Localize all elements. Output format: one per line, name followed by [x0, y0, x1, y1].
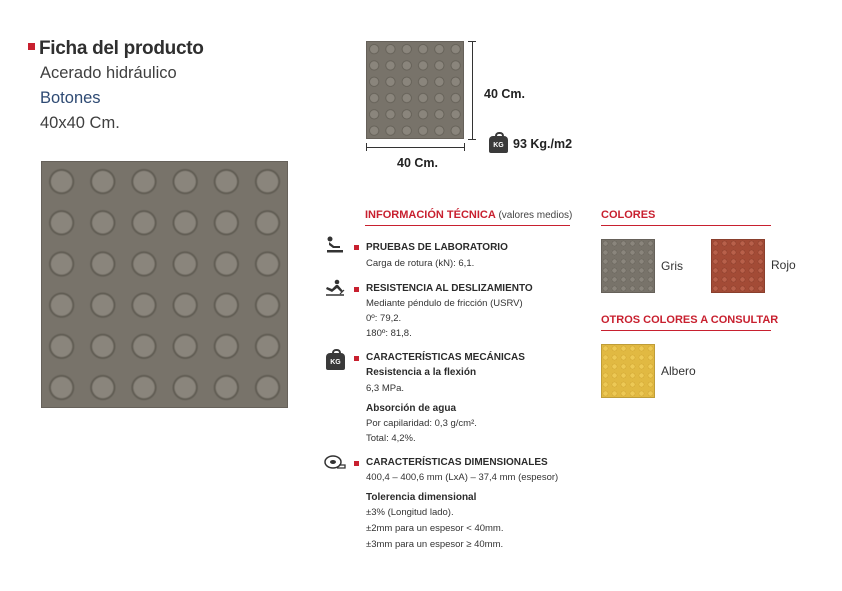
total-absorption-value: Total: 4,2%. — [366, 433, 416, 444]
flexion-title: Resistencia a la flexión — [366, 367, 477, 378]
height-dimension-line — [472, 41, 473, 139]
title-bullet — [28, 43, 35, 50]
width-dimension-line — [366, 147, 464, 148]
product-image — [41, 161, 288, 408]
height-label: 40 Cm. — [484, 87, 525, 101]
slip-resistance-icon — [324, 279, 346, 297]
weight-icon-label: KG — [493, 142, 504, 149]
laboratory-icon — [325, 236, 347, 254]
width-label: 40 Cm. — [397, 156, 438, 170]
item-bullet — [354, 245, 359, 250]
weight-label: 93 Kg./m2 — [513, 137, 573, 151]
flexion-value: 6,3 MPa. — [366, 383, 405, 394]
height-tick-top — [468, 41, 476, 42]
slip-resistance-line-3: 180º: 81,8. — [366, 328, 412, 339]
colors-heading-rule — [601, 225, 771, 226]
width-tick-right — [464, 143, 465, 151]
width-tick-left — [366, 143, 367, 151]
water-absorption-title: Absorción de agua — [366, 403, 457, 414]
color-label-rojo: Rojo — [771, 258, 796, 272]
mechanical-title: CARACTERÍSTICAS MECÁNICAS — [366, 352, 525, 363]
color-swatch-rojo — [711, 239, 765, 293]
dimensional-title: CARACTERÍSTICAS DIMENSIONALES — [366, 457, 548, 468]
tolerance-line-2: ±2mm para un espesor < 40mm. — [366, 523, 504, 534]
lab-tests-title: PRUEBAS DE LABORATORIO — [366, 242, 508, 253]
tolerance-line-3: ±3mm para un espesor ≥ 40mm. — [366, 539, 504, 550]
item-bullet — [354, 356, 359, 361]
tolerance-title: Tolerencia dimensional — [366, 492, 477, 503]
lab-tests-line: Carga de rotura (kN): 6,1. — [366, 258, 475, 269]
mechanical-kg-label: KG — [330, 359, 341, 366]
tile-dimension-image — [366, 41, 464, 139]
mechanical-kg-icon — [326, 353, 345, 370]
slip-resistance-line-1: Mediante péndulo de fricción (USRV) — [366, 298, 523, 309]
info-heading-text: INFORMACIÓN TÉCNICA — [365, 209, 496, 221]
info-heading-note: (valores medios) — [498, 210, 573, 221]
color-label-albero: Albero — [661, 364, 696, 378]
info-heading — [365, 209, 572, 221]
slip-resistance-line-2: 0º: 79,2. — [366, 313, 402, 324]
slip-resistance-title: RESISTENCIA AL DESLIZAMIENTO — [366, 283, 533, 294]
product-size: 40x40 Cm. — [40, 114, 120, 132]
dimensional-value: 400,4 – 400,6 mm (LxA) – 37,4 mm (espesor) — [366, 472, 559, 483]
color-label-gris: Gris — [661, 259, 683, 273]
item-bullet — [354, 461, 359, 466]
item-bullet — [354, 287, 359, 292]
product-model: Botones — [40, 89, 101, 107]
page-title: Ficha del producto — [39, 38, 204, 59]
height-tick-bottom — [468, 139, 476, 140]
other-colors-heading: OTROS COLORES A CONSULTAR — [601, 314, 779, 326]
info-heading-rule — [365, 225, 570, 226]
colors-heading: COLORES — [601, 209, 656, 221]
color-swatch-gris — [601, 239, 655, 293]
weight-icon — [489, 136, 508, 153]
capillarity-value: Por capilaridad: 0,3 g/cm². — [366, 418, 477, 429]
color-swatch-albero — [601, 344, 655, 398]
other-colors-rule — [601, 330, 771, 331]
tape-measure-icon — [324, 453, 346, 471]
product-family: Acerado hidráulico — [40, 64, 177, 82]
tolerance-line-1: ±3% (Longitud lado). — [366, 507, 454, 518]
